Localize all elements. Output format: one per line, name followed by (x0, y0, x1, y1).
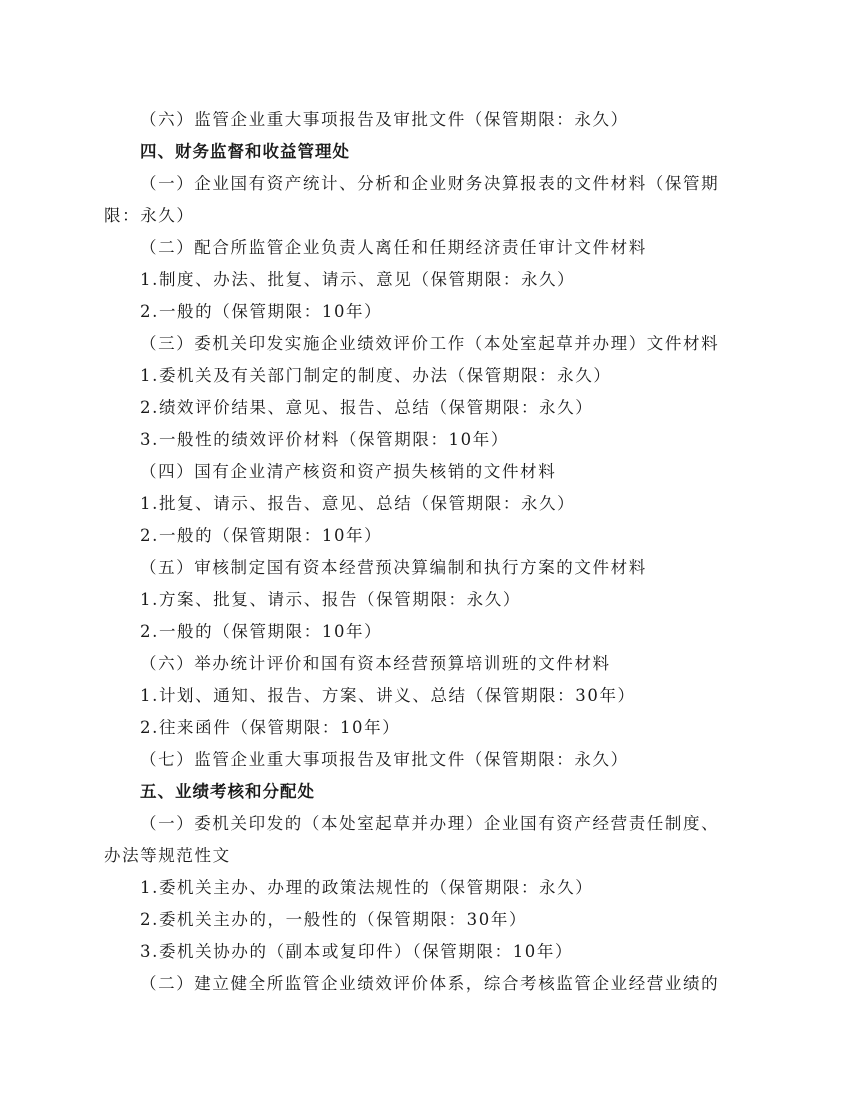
document-body (104, 104, 770, 1000)
item-one-responsibility-system-continued: 办法等规范性文 (104, 846, 231, 865)
subitem-assisted-copies: 3.委机关协办的（副本或复印件）（保管期限：10年） (140, 942, 574, 961)
subitem-lead-general: 2.委机关主办的，一般性的（保管期限：30年） (140, 910, 528, 929)
item-two-evaluation-system: （二）建立健全所监管企业绩效评价体系，综合考核监管企业经营业绩的 (140, 974, 720, 993)
subitem-correspondence: 2.往来函件（保管期限：10年） (140, 718, 401, 737)
item-six-training: （六）举办统计评价和国有资本经营预算培训班的文件材料 (140, 654, 611, 673)
subitem-general: 2.一般的（保管期限：10年） (140, 302, 383, 321)
subitem-lead-policy: 1.委机关主办、办理的政策法规性的（保管期限：永久） (140, 878, 594, 897)
subitem-training-materials: 1.计划、通知、报告、方案、讲义、总结（保管期限：30年） (140, 686, 636, 705)
item-seven-major-matters: （七）监管企业重大事项报告及审批文件（保管期限：永久） (140, 750, 629, 769)
item-four-asset-verification: （四）国有企业清产核资和资产损失核销的文件材料 (140, 462, 557, 481)
subitem-general: 2.一般的（保管期限：10年） (140, 526, 383, 545)
subitem-department-rules: 1.委机关及有关部门制定的制度、办法（保管期限：永久） (140, 366, 612, 385)
item-three-performance-evaluation: （三）委机关印发实施企业绩效评价工作（本处室起草并办理）文件材料 (140, 334, 720, 353)
subitem-regulations: 1.制度、办法、批复、请示、意见（保管期限：永久） (140, 270, 576, 289)
subitem-plans: 1.方案、批复、请示、报告（保管期限：永久） (140, 590, 521, 609)
item-two-audit-materials: （二）配合所监管企业负责人离任和任期经济责任审计文件材料 (140, 238, 647, 257)
subitem-general: 2.一般的（保管期限：10年） (140, 622, 383, 641)
item-one-asset-statistics: （一）企业国有资产统计、分析和企业财务决算报表的文件材料（保管期 (140, 174, 720, 193)
item-one-asset-statistics-continued: 限：永久） (104, 206, 195, 225)
item-six-major-matters: （六）监管企业重大事项报告及审批文件（保管期限：永久） (140, 110, 629, 129)
subitem-general-evaluation: 3.一般性的绩效评价材料（保管期限：10年） (140, 430, 509, 449)
item-five-capital-budget: （五）审核制定国有资本经营预决算编制和执行方案的文件材料 (140, 558, 647, 577)
section-heading-finance-supervision: 四、财务监督和收益管理处 (140, 142, 350, 161)
subitem-evaluation-results: 2.绩效评价结果、意见、报告、总结（保管期限：永久） (140, 398, 594, 417)
item-one-responsibility-system: （一）委机关印发的（本处室起草并办理）企业国有资产经营责任制度、 (140, 814, 720, 833)
section-heading-performance-assessment: 五、业绩考核和分配处 (140, 782, 315, 801)
subitem-approvals: 1.批复、请示、报告、意见、总结（保管期限：永久） (140, 494, 576, 513)
